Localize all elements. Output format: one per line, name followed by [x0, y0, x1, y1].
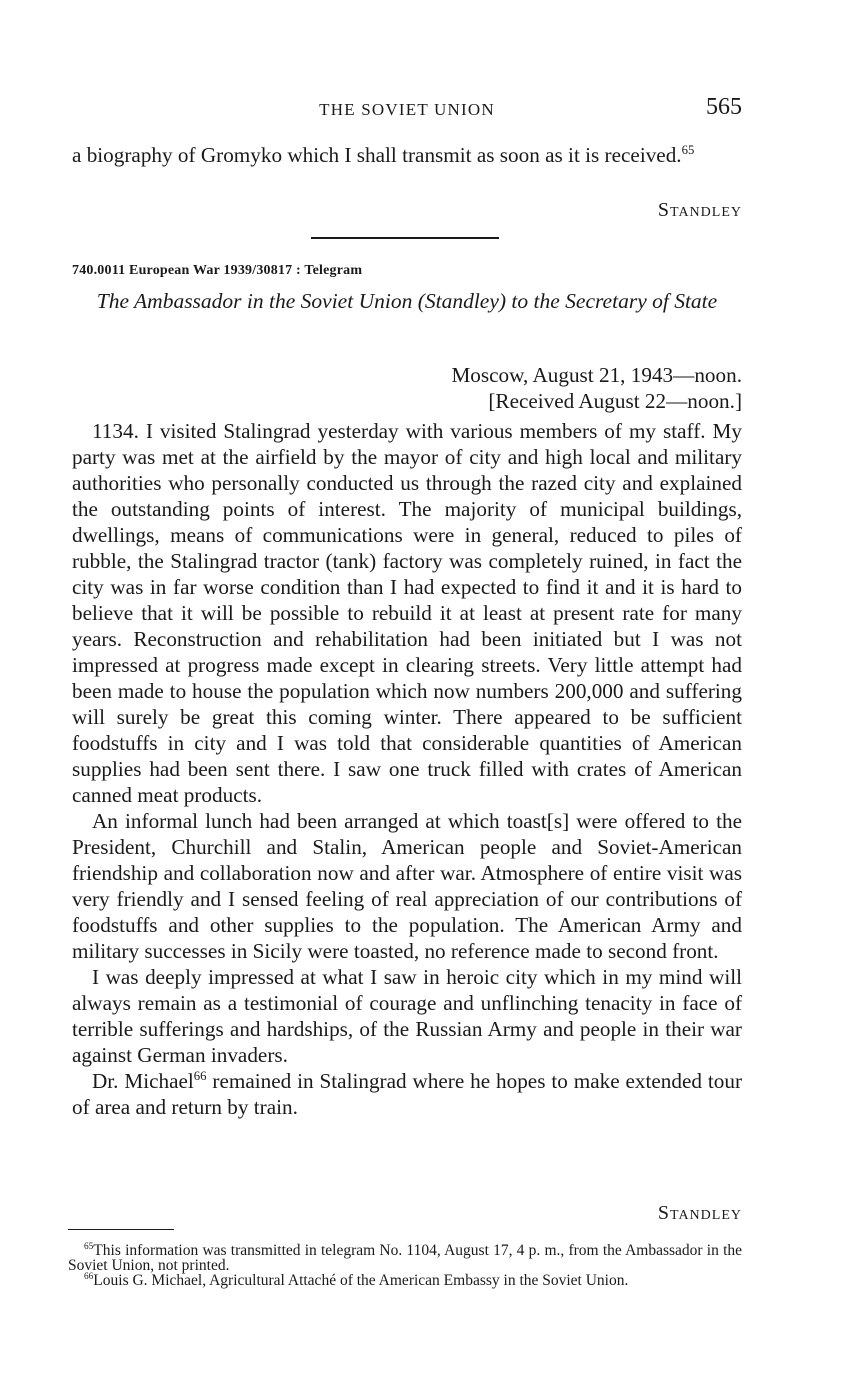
- received-date: [Received August 22—noon.]: [488, 389, 742, 413]
- paragraph-4-start: Dr. Michael: [92, 1069, 194, 1093]
- running-head: THE SOVIET UNION: [319, 100, 495, 119]
- footnote-text: This information was transmitted in telegram No. 1104, August 17, 4 p. m., from the Ambassador in the Soviet Union, not printed.: [68, 1242, 742, 1274]
- file-reference: 740.0011 European War 1939/30817 : Telegram: [72, 263, 363, 278]
- telegram-body: [72, 418, 742, 1120]
- previous-signature: Standley: [657, 199, 742, 221]
- paragraph-3: I was deeply impressed at what I saw in heroic city which in my mind will always remain as a testimonial of courage and unflinching tenacity in face of terrible sufferings and hardships, of the Russian Army and people in their war against German invaders.: [72, 965, 742, 1067]
- paragraph-1: 1134. I visited Stalingrad yesterday with various members of my staff. My party was met at the airfield by the mayor of city and high local and military authorities who personally conducted us through the razed city and explained the outstanding points of interest. The majority of municipal buildings, dwellings, means of communications were in general, reduced to piles of rubble, the Stalingrad tractor (tank) factory was completely ruined, in fact the city was in far worse condition than I had expected to find it and it is hard to believe that it will be possible to rebuild it at least at present rate for many years. Reconstruction and rehabilitation had been initiated but I was not impressed at progress made except in clearing streets. Very little attempt had been made to house the population which now numbers 200,000 and suffering will surely be great this coming winter. There appeared to be sufficient foodstuffs in city and I was told that considerable quantities of American supplies had been sent there. I saw one truck filled with crates of American canned meat products.: [72, 419, 742, 807]
- page-number: 565: [706, 94, 742, 120]
- previous-document-text: a biography of Gromyko which I shall transmit as soon as it is received.: [72, 143, 682, 167]
- footnote-65: [68, 1243, 742, 1273]
- section-divider: [311, 237, 499, 239]
- paragraph-4: [72, 1068, 742, 1120]
- dateline: [72, 362, 742, 414]
- paragraph-2: An informal lunch had been arranged at which toast[s] were offered to the President, Churchill and Stalin, American people and Soviet-American friendship and collaboration now and after war. Atmosphere of entire visit was very friendly and I sensed feeling of real appreciation of our contributions of foodstuffs and other supplies to the population. The American Army and military successes in Sicily were toasted, no reference made to second front.: [72, 809, 742, 963]
- footnote-number: 65: [84, 1241, 94, 1252]
- document-title: The Ambassador in the Soviet Union (Standley) to the Secretary of State: [96, 289, 718, 313]
- footnote-ref-66: 66: [193, 1068, 207, 1083]
- paragraph-4-end: remained in Stalingrad where he hopes to make extended tour of area and return by train.: [72, 1069, 742, 1119]
- signature: Standley: [657, 1202, 742, 1224]
- footnote-number: 66: [84, 1271, 94, 1282]
- footnote-ref-65: 65: [681, 142, 695, 157]
- page-header: [72, 94, 742, 128]
- place-date: Moscow, August 21, 1943—noon.: [451, 363, 742, 387]
- footnote-text: Louis G. Michael, Agricultural Attaché of the American Embassy in the Soviet Union.: [93, 1272, 629, 1289]
- footnote-rule: [68, 1229, 174, 1230]
- footnote-66: [68, 1273, 742, 1288]
- previous-document-end: [72, 142, 742, 168]
- footnotes: [68, 1243, 742, 1288]
